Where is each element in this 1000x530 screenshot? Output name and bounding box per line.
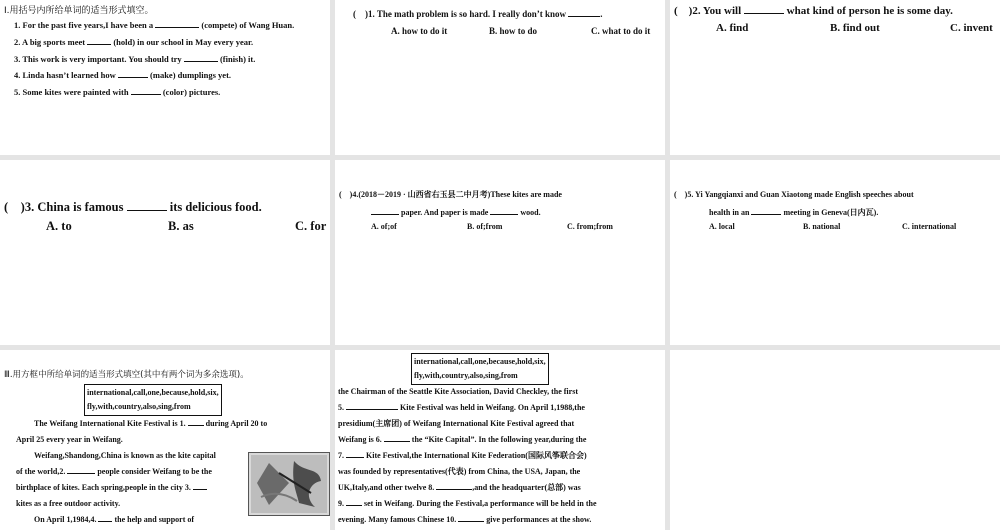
- option-a[interactable]: A. find: [716, 22, 749, 34]
- answer-blank[interactable]: [193, 481, 207, 490]
- passage-line: of the world,2. people consider Weifang to be the: [16, 467, 212, 476]
- option-b[interactable]: B. of;from: [467, 222, 503, 231]
- exercise-panel-4: [0, 160, 330, 345]
- exercise-panel-5: [335, 160, 665, 345]
- passage-line: UK,Italy,and other twelve 8. ,and the headquarter(总部) was: [338, 483, 581, 492]
- answer-blank[interactable]: [751, 206, 781, 215]
- answer-blank[interactable]: [384, 433, 410, 442]
- passage-line: Weifang,Shandong,China is known as the kite capital: [34, 451, 216, 460]
- empty-panel: [670, 350, 1000, 530]
- passage-line: birthplace of kites. Each spring,people in the city 3.: [16, 480, 207, 496]
- passage-line: April 25 every year in Weifang.: [16, 435, 123, 444]
- option-a[interactable]: A. to: [46, 219, 72, 233]
- answer-blank[interactable]: [568, 8, 600, 17]
- passage-line: evening. Many famous Chinese 10. give performances at the show.: [338, 515, 592, 524]
- option-b[interactable]: B. find out: [830, 22, 880, 34]
- question-item: ( )5. Yi Yangqianxi and Guan Xiaotong made English speeches about: [674, 190, 914, 199]
- answer-blank[interactable]: [184, 53, 218, 62]
- option-c[interactable]: C. from;from: [567, 222, 613, 231]
- question-item: ( )2. You will what kind of person he is some day.: [674, 5, 953, 17]
- exercise-panel-7: [0, 350, 330, 530]
- answer-blank[interactable]: [744, 3, 784, 14]
- answer-blank[interactable]: [188, 417, 204, 426]
- answer-blank[interactable]: [87, 36, 111, 45]
- question-item: 1. For the past five years,I have been a (compete) of Wang Huan.: [14, 20, 295, 30]
- option-b[interactable]: B. how to do: [489, 26, 538, 36]
- question-item: ( )1. The math problem is so hard. I really don’t know .: [353, 9, 603, 19]
- answer-blank[interactable]: [346, 497, 362, 506]
- question-item-line2: health in an meeting in Geneva(日内瓦).: [709, 208, 879, 217]
- option-a[interactable]: A. local: [709, 222, 735, 231]
- answer-blank[interactable]: [67, 465, 95, 474]
- passage-line: 9. set in Weifang. During the Festival,a performance will be held in the: [338, 499, 597, 508]
- question-item: 2. A big sports meet (hold) in our school in May every year.: [14, 37, 254, 47]
- answer-blank[interactable]: [118, 69, 148, 78]
- exercise-panel-1: [0, 0, 330, 155]
- exercise-panel-3: [670, 0, 1000, 155]
- answer-blank[interactable]: [490, 206, 518, 215]
- question-item: ( )3. China is famous its delicious food.: [4, 200, 262, 214]
- question-item: 5. Some kites were painted with (color) pictures.: [14, 87, 221, 97]
- option-c[interactable]: C. for: [295, 219, 327, 233]
- question-item-line2: paper. And paper is made wood.: [371, 206, 541, 218]
- answer-blank[interactable]: [131, 86, 161, 95]
- passage-line: the Chairman of the Seattle Kite Association, David Checkley, the first: [338, 387, 578, 396]
- passage-line: was founded by representatives(代表) from China, the USA, Japan, the: [338, 467, 581, 476]
- option-a[interactable]: A. of;of: [371, 222, 397, 231]
- answer-blank[interactable]: [346, 449, 364, 458]
- exercise-panel-2: [335, 0, 665, 155]
- answer-blank[interactable]: [346, 401, 398, 410]
- exercise-panel-8: [335, 350, 665, 530]
- section-heading: Ⅰ.用括号内所给单词的适当形式填空。: [4, 6, 154, 16]
- word-bank-box: international,call,one,because,hold,six, fly,with,country,also,sing,from: [411, 353, 549, 385]
- answer-blank[interactable]: [436, 481, 472, 490]
- option-c[interactable]: C. invent: [950, 22, 993, 34]
- option-b[interactable]: B. national: [803, 222, 841, 231]
- question-item: 3. This work is very important. You should try (finish) it.: [14, 54, 256, 64]
- option-c[interactable]: C. international: [902, 222, 957, 231]
- passage-line: 7. Kite Festival,the International Kite Federation(国际风筝联合会): [338, 451, 587, 460]
- option-a[interactable]: A. how to do it: [391, 26, 448, 36]
- passage-line: 5. Kite Festival was held in Weifang. On April 1,1988,the: [338, 403, 585, 412]
- section-heading: Ⅲ.用方框中所给单词的适当形式填空(其中有两个词为多余选项)。: [4, 370, 249, 380]
- passage-line: presidium(主席团) of Weifang International Kite Festival agreed that: [338, 419, 575, 428]
- kite-image: [248, 452, 330, 516]
- passage-line: Weifang is 6. the “Kite Capital”. In the following year,during the: [338, 435, 587, 444]
- passage-line: The Weifang International Kite Festival is 1. during April 20 to: [34, 419, 268, 428]
- question-item: 4. Linda hasn’t learned how (make) dumplings yet.: [14, 70, 232, 80]
- exercise-panel-6: [670, 160, 1000, 345]
- answer-blank[interactable]: [458, 513, 484, 522]
- answer-blank[interactable]: [127, 199, 167, 211]
- word-bank-box: international,call,one,because,hold,six, fly,with,country,also,sing,from: [84, 384, 222, 416]
- answer-blank[interactable]: [155, 19, 199, 28]
- answer-blank[interactable]: [98, 513, 112, 522]
- answer-blank[interactable]: [371, 206, 399, 215]
- option-b[interactable]: B. as: [168, 219, 194, 233]
- option-c[interactable]: C. what to do it: [591, 26, 651, 36]
- passage-line: On April 1,1984,4. the help and support of: [34, 515, 195, 524]
- question-item: ( )4.(2018－2019 · 山西省右玉县二中月考)These kites are made: [339, 190, 562, 199]
- passage-line: kites as a free outdoor activity.: [16, 499, 121, 508]
